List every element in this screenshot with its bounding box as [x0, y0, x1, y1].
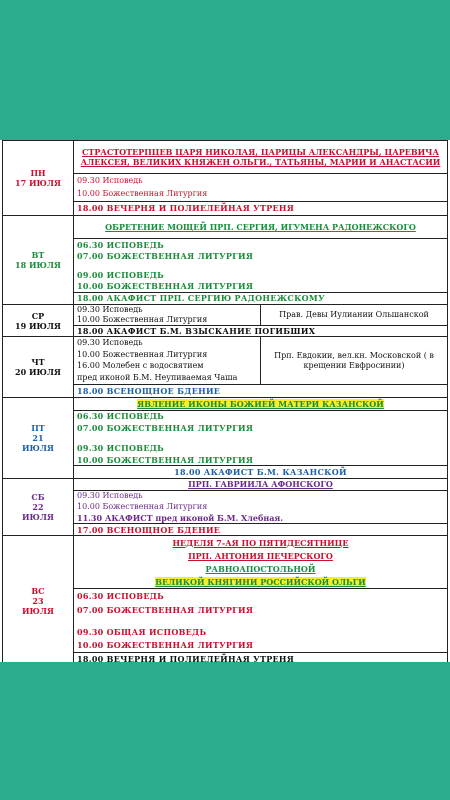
row-saturday — [3, 479, 448, 491]
day-abbr: ВТ — [31, 250, 45, 260]
day-cell-wednesday — [3, 305, 74, 337]
row-wednesday — [3, 305, 448, 316]
day-date: 17 ИЮЛЯ — [15, 178, 61, 188]
day-date: 20 ИЮЛЯ — [15, 367, 61, 377]
day-abbr: СБ — [31, 492, 45, 502]
day-date: 22 — [32, 502, 44, 512]
day-abbr: СР — [31, 310, 45, 321]
feast-title: ПРП. ГАВРИИЛА АФОНСКОГО — [74, 479, 448, 491]
day-cell-tuesday — [3, 216, 74, 305]
day-cell-saturday — [3, 479, 74, 536]
day-cell-thursday — [3, 337, 74, 398]
day-abbr: ЧТ — [31, 357, 45, 367]
service-item: 18.00 ВСЕНОЩНОЕ БДЕНИЕ — [74, 385, 448, 398]
saint-note: Прав. Девы Иулиании Ольшанской — [261, 305, 448, 326]
schedule-sheet — [0, 140, 450, 662]
service-item: 18.00 ВЕЧЕРНЯ И ПОЛИЕЛЕЙНАЯ УТРЕНЯ — [74, 652, 448, 662]
service-item: 18.00 АКАФИСТ Б.М. КАЗАНСКОЙ — [74, 466, 448, 479]
service-item: 11.30 АКАФИСТ пред иконой Б.М. Хлебная. — [74, 512, 448, 523]
day-month: ИЮЛЯ — [22, 606, 54, 616]
service-item: 10.00 БОЖЕСТВЕННАЯ ЛИТУРГИЯ — [74, 281, 448, 293]
day-date: 21 — [32, 433, 44, 443]
feast-subtitle — [74, 575, 448, 589]
service-item: 09.30 Исповедь — [74, 337, 261, 349]
day-abbr: ВС — [31, 586, 45, 596]
service-item: 07.00 БОЖЕСТВЕННАЯ ЛИТУРГИЯ — [74, 250, 448, 270]
feast-title: СТРАСТОТЕРПЦЕВ ЦАРЯ НИКОЛАЯ, ЦАРИЦЫ АЛЕКСАНДРЫ, ЦАРЕВИЧА АЛЕКСЕЯ, ВЕЛИКИХ КНЯЖЕН ОЛЬГИ., ТАТЬЯНЫ, МАРИИ И АНАСТАСИИ — [74, 141, 448, 174]
day-date: 18 ИЮЛЯ — [15, 260, 61, 270]
top-background — [0, 0, 450, 140]
service-item: 10.00 Божественная Литургия — [74, 187, 448, 201]
service-item: 18.00 АКАФИСТ Б.М. ВЗЫСКАНИЕ ПОГИБШИХ — [74, 326, 448, 337]
day-abbr: ПТ — [31, 423, 45, 433]
row-monday — [3, 141, 448, 174]
day-cell-monday — [3, 141, 74, 216]
service-item: 10.00 Божественная Литургия — [74, 315, 261, 326]
feast-highlight: ЯВЛЕНИЕ ИКОНЫ БОЖИЕЙ МАТЕРИ КАЗАНСКОЙ — [137, 398, 384, 409]
service-item: 17.00 ВСЕНОЩНОЕ БДЕНИЕ — [74, 524, 448, 536]
schedule-table — [2, 140, 448, 662]
row-friday — [3, 398, 448, 411]
service-item: 09.00 ИСПОВЕДЬ — [74, 270, 448, 281]
feast-title — [74, 398, 448, 411]
service-item: 18.00 ВЕЧЕРНЯ И ПОЛИЕЛЕЙНАЯ УТРЕНЯ — [74, 201, 448, 215]
service-item: 06.30 ИСПОВЕДЬ — [74, 589, 448, 603]
service-item: 09.30 ОБЩАЯ ИСПОВЕДЬ — [74, 626, 448, 639]
day-cell-sunday — [3, 536, 74, 663]
day-month: ИЮЛЯ — [22, 512, 54, 522]
service-item: 10.00 Божественная Литургия — [74, 502, 448, 513]
row-thursday — [3, 337, 448, 349]
saint-note: Прп. Евдокии, вел.кн. Московской ( в крещении Евфросинии) — [261, 337, 448, 385]
feast-subtitle: РАВНОАПОСТОЛЬНОЙ — [74, 562, 448, 575]
service-item: 16.00 Молебен с водосвятием — [74, 361, 261, 373]
feast-title: НЕДЕЛЯ 7-АЯ ПО ПЯТИДЕСЯТНИЦЕ — [74, 536, 448, 550]
service-item: пред иконой Б.М. Неупиваемая Чаша — [74, 372, 261, 384]
service-item: 10.00 БОЖЕСТВЕННАЯ ЛИТУРГИЯ — [74, 454, 448, 466]
service-item: 10.00 БОЖЕСТВЕННАЯ ЛИТУРГИЯ — [74, 639, 448, 653]
day-month: ИЮЛЯ — [22, 443, 54, 453]
day-abbr: ПН — [30, 168, 46, 178]
service-item: 07.00 БОЖЕСТВЕННАЯ ЛИТУРГИЯ — [74, 602, 448, 625]
feast-highlight: ВЕЛИКОЙ КНЯГИНИ РОССИЙСКОЙ ОЛЬГИ — [155, 576, 366, 587]
service-item: 09.30 Исповедь — [74, 174, 448, 188]
day-date: 19 ИЮЛЯ — [15, 320, 61, 331]
service-item: 09.30 ИСПОВЕДЬ — [74, 443, 448, 454]
service-item: 10.00 Божественная Литургия — [74, 349, 261, 361]
day-date: 23 — [32, 596, 44, 606]
service-item: 07.00 БОЖЕСТВЕННАЯ ЛИТУРГИЯ — [74, 422, 448, 443]
bottom-background — [0, 662, 450, 800]
service-item: 06.30 ИСПОВЕДЬ — [74, 410, 448, 422]
row-tuesday — [3, 216, 448, 239]
service-item: 09.30 Исповедь — [74, 305, 261, 316]
service-item: 09.30 Исповедь — [74, 490, 448, 501]
service-item: 18.00 АКАФИСТ ПРП. СЕРГИЮ РАДОНЕЖСКОМУ — [74, 292, 448, 304]
row-sunday — [3, 536, 448, 550]
feast-title: ОБРЕТЕНИЕ МОЩЕЙ ПРП. СЕРГИЯ, ИГУМЕНА РАДОНЕЖСКОГО — [74, 216, 448, 239]
feast-subtitle: ПРП. АНТОНИЯ ПЕЧЕРСКОГО — [74, 549, 448, 562]
service-item: 06.30 ИСПОВЕДЬ — [74, 239, 448, 251]
day-cell-friday — [3, 398, 74, 479]
